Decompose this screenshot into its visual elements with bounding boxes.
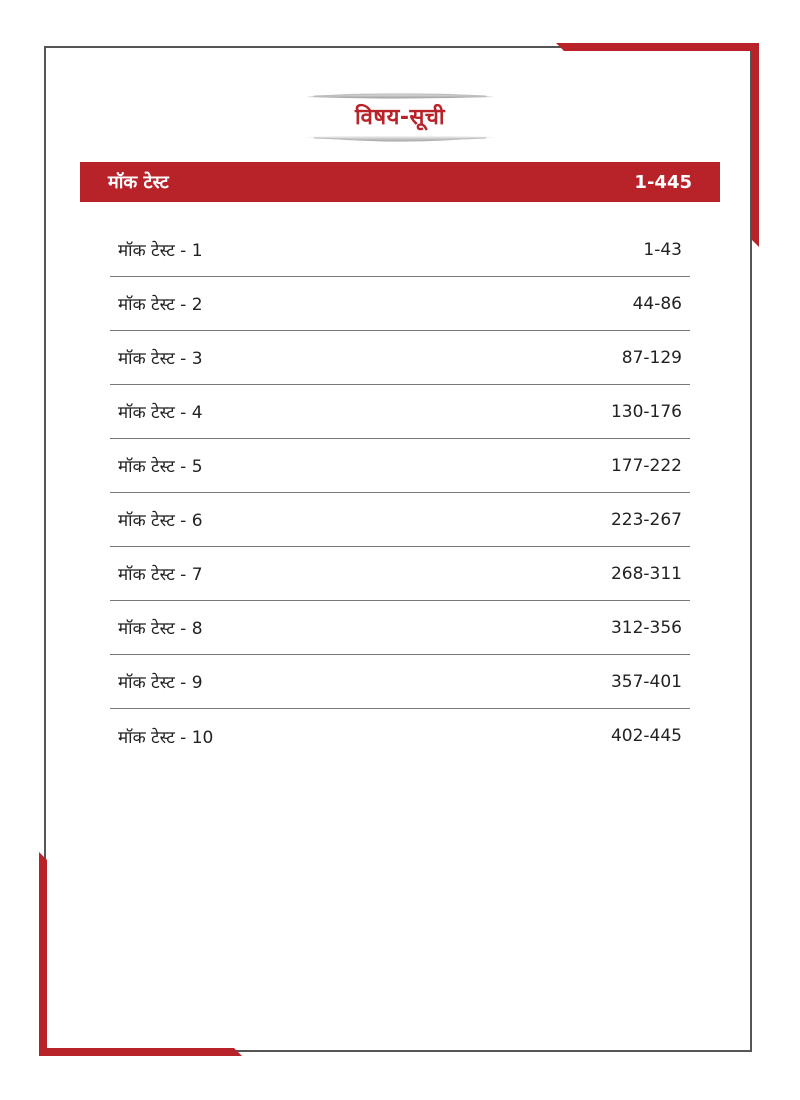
section-header[interactable] bbox=[80, 162, 720, 202]
toc-entry-label: मॉक टेस्ट - 1 bbox=[118, 241, 203, 261]
toc-entry-pages: 87-129 bbox=[621, 347, 682, 368]
corner-accent-bottom bbox=[39, 1048, 242, 1056]
toc-entry-label: मॉक टेस्ट - 4 bbox=[118, 403, 203, 423]
toc-entry-label: मॉक टेस्ट - 8 bbox=[118, 619, 203, 639]
corner-accent-top bbox=[556, 43, 759, 51]
toc-entry-label: मॉक टेस्ट - 2 bbox=[118, 295, 203, 315]
corner-accent-right bbox=[751, 43, 759, 247]
toc-entry-label: मॉक टेस्ट - 3 bbox=[118, 349, 203, 369]
toc-entry-label: मॉक टेस्ट - 7 bbox=[118, 565, 203, 585]
toc-entry-pages: 268-311 bbox=[610, 563, 682, 584]
page-title: विषय-सूची bbox=[354, 105, 446, 130]
toc-entry[interactable] bbox=[110, 277, 690, 331]
toc-entry[interactable] bbox=[110, 385, 690, 439]
toc-entry[interactable] bbox=[110, 331, 690, 385]
toc-entry-label: मॉक टेस्ट - 5 bbox=[118, 457, 203, 477]
toc-entry-label: मॉक टेस्ट - 6 bbox=[118, 511, 203, 531]
toc-entry[interactable] bbox=[110, 547, 690, 601]
toc-entry[interactable] bbox=[110, 223, 690, 277]
title-badge bbox=[306, 90, 494, 144]
toc-entry-pages: 402-445 bbox=[610, 726, 682, 746]
toc-entry-pages: 357-401 bbox=[610, 671, 682, 692]
toc-entry[interactable] bbox=[110, 709, 690, 763]
section-label: मॉक टेस्ट bbox=[108, 172, 169, 193]
toc-entry[interactable] bbox=[110, 493, 690, 547]
section-pages: 1-445 bbox=[634, 171, 692, 193]
toc-entry-pages: 1-43 bbox=[643, 239, 682, 260]
toc-entry[interactable] bbox=[110, 601, 690, 655]
toc-entry-pages: 312-356 bbox=[610, 617, 682, 638]
toc-entry-pages: 130-176 bbox=[610, 401, 682, 422]
toc-entry-pages: 223-267 bbox=[610, 509, 682, 530]
toc-entry-pages: 177-222 bbox=[610, 455, 682, 476]
toc-entry[interactable] bbox=[110, 655, 690, 709]
toc-list bbox=[110, 223, 690, 763]
toc-entry-pages: 44-86 bbox=[632, 293, 682, 314]
toc-entry-label: मॉक टेस्ट - 9 bbox=[118, 673, 203, 693]
corner-accent-left bbox=[39, 852, 47, 1056]
toc-entry-label: मॉक टेस्ट - 10 bbox=[118, 727, 214, 748]
toc-entry[interactable] bbox=[110, 439, 690, 493]
